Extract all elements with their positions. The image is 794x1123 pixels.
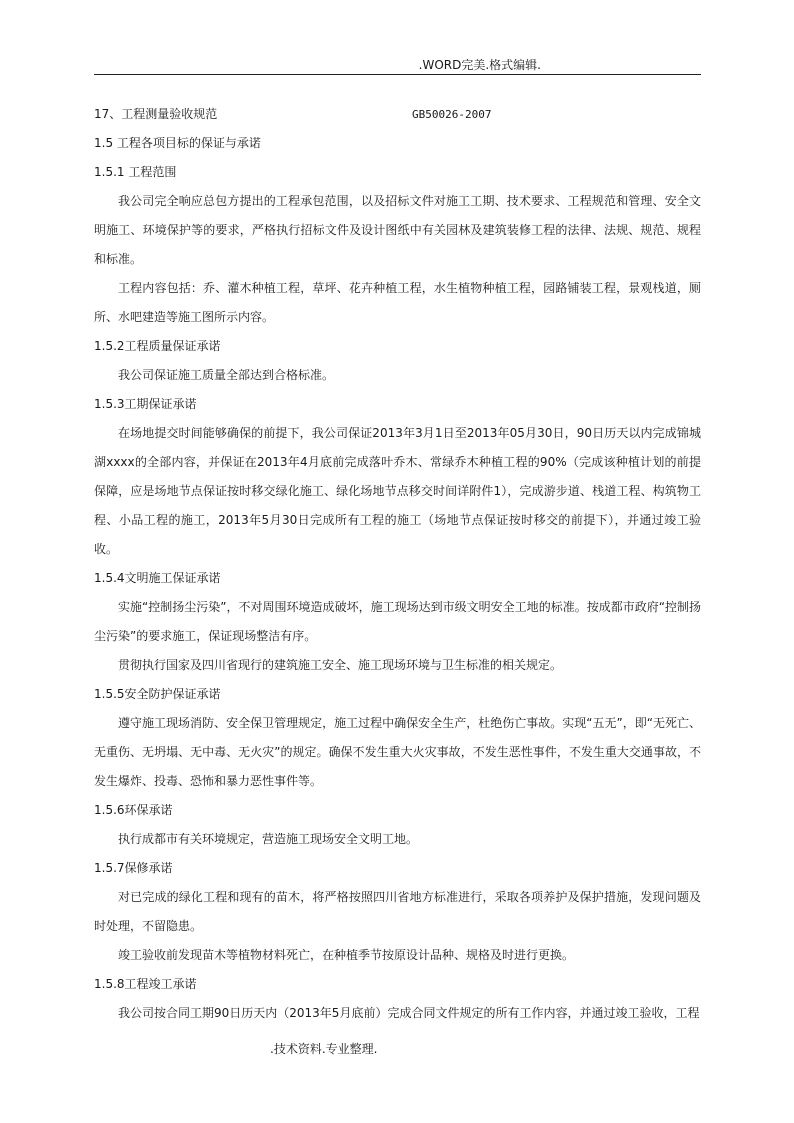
paragraph: 工程内容包括：乔、灌木种植工程，草坪、花卉种植工程，水生植物种植工程，园路铺装工程，景观栈道，厕所、水吧建造等施工图所示内容。 — [94, 281, 701, 324]
paragraph: 我公司保证施工质量全部达到合格标准。 — [118, 368, 335, 382]
reference-line — [94, 100, 701, 129]
section-heading: 1.5.5安全防护保证承诺 — [94, 687, 221, 701]
paragraph: 遵守施工现场消防、安全保卫管理规定，施工过程中确保安全生产，杜绝伤亡事故。实现“五无”，即“无死亡、无重伤、无坍塌、无中毒、无火灾”的规定。确保不发生重大火灾事故，不发生恶性事件，不发生重大交通事故，不发生爆炸、投毒、恐怖和暴力恶性事件等。 — [94, 716, 701, 788]
paragraph: 执行成都市有关环境规定，营造施工现场安全文明工地。 — [118, 832, 419, 846]
section-heading: 1.5.8工程竣工承诺 — [94, 977, 197, 991]
page-footer — [270, 1040, 377, 1057]
paragraph: 在场地提交时间能够确保的前提下，我公司保证2013年3月1日至2013年05月30日，90日历天以内完成锦城湖xxxx的全部内容，并保证在2013年4月底前完成落叶乔木、常绿乔木种植工程的90%（完成该种植计划的前提保障，应是场地节点保证按时移交绿化施工、绿化场地节点移交时间详附件1），完成游步道、栈道工程、构筑物工程、小品工程的施工，2013年5月30日完成所有工程的施工（场地节点保证按时移交的前提下），并通过竣工验收。 — [94, 426, 701, 556]
header-text: .WORD完美.格式编辑. — [418, 58, 541, 72]
paragraph: 实施“控制扬尘污染”，不对周围环境造成破坏，施工现场达到市级文明安全工地的标准。按成都市政府“控制扬尘污染”的要求施工，保证现场整洁有序。 — [94, 600, 701, 643]
paragraph: 我公司按合同工期90日历天内（2013年5月底前）完成合同文件规定的所有工作内容，并通过竣工验收，工程 — [118, 1006, 700, 1020]
section-heading: 1.5 工程各项目标的保证与承诺 — [94, 136, 261, 150]
section-heading: 1.5.4文明施工保证承诺 — [94, 571, 221, 585]
document-body — [94, 100, 701, 1028]
paragraph: 我公司完全响应总包方提出的工程承包范围，以及招标文件对施工工期、技术要求、工程规范和管理、安全文明施工、环境保护等的要求，严格执行招标文件及设计图纸中有关园林及建筑装修工程的法律、法规、规范、规程和标准。 — [94, 194, 701, 266]
reference-code: GB50026-2007 — [412, 108, 492, 121]
paragraph: 贯彻执行国家及四川省现行的建筑施工安全、施工现场环境与卫生标准的相关规定。 — [118, 658, 563, 672]
section-heading: 1.5.2工程质量保证承诺 — [94, 339, 221, 353]
page-header — [94, 50, 701, 75]
paragraph: 竣工验收前发现苗木等植物材料死亡，在种植季节按原设计品种、规格及时进行更换。 — [118, 948, 575, 962]
section-heading: 1.5.1 工程范围 — [94, 165, 177, 179]
reference-title: 17、工程测量验收规范 — [94, 107, 218, 121]
section-heading: 1.5.6环保承诺 — [94, 803, 173, 817]
paragraph: 对已完成的绿化工程和现有的苗木，将严格按照四川省地方标准进行，采取各项养护及保护措施，发现问题及时处理，不留隐患。 — [94, 890, 701, 933]
footer-text: .技术资料.专业整理. — [270, 1042, 378, 1056]
section-heading: 1.5.7保修承诺 — [94, 861, 173, 875]
section-heading: 1.5.3工期保证承诺 — [94, 397, 197, 411]
